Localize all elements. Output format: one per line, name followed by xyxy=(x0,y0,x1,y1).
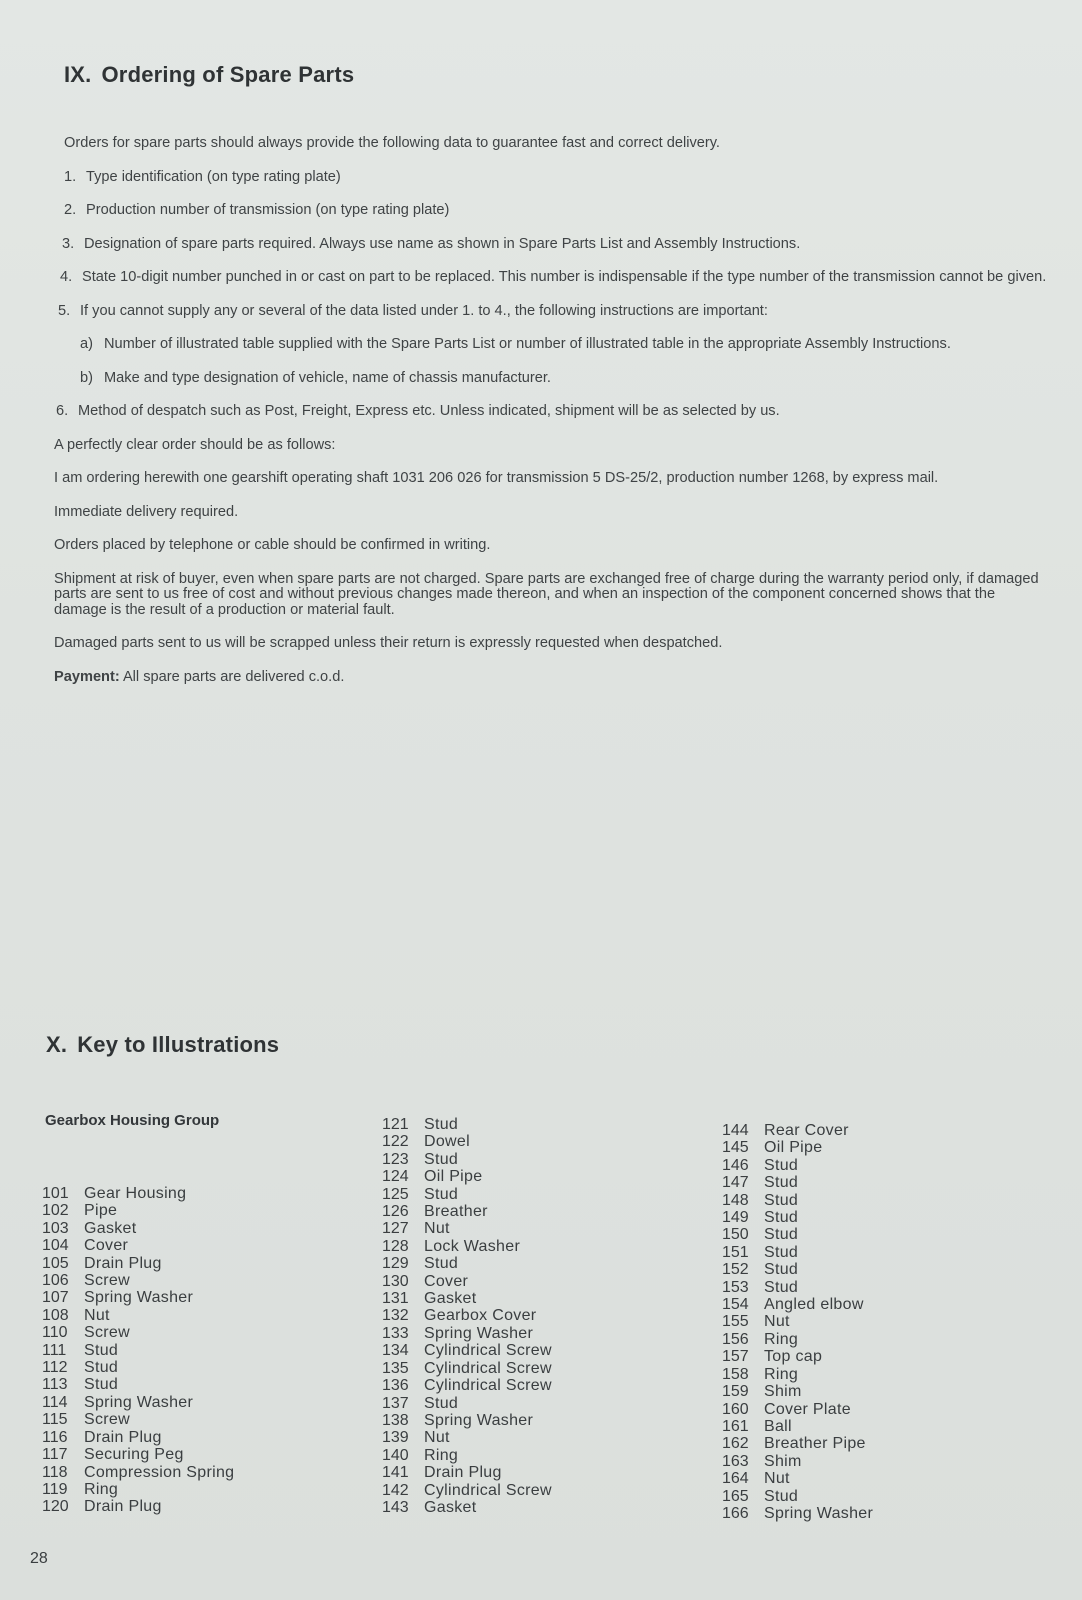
sub-list-text: Make and type designation of vehicle, name of chassis manufacturer. xyxy=(104,369,551,386)
part-number: 127 xyxy=(382,1220,409,1238)
key-row xyxy=(42,1255,234,1272)
key-row xyxy=(382,1360,552,1377)
part-name: Nut xyxy=(84,1306,110,1324)
key-row xyxy=(382,1255,552,1272)
section-heading-key xyxy=(46,1032,279,1058)
part-name: Rear Cover xyxy=(764,1122,849,1139)
key-row xyxy=(722,1331,873,1348)
part-name: Nut xyxy=(764,1313,790,1331)
immediate-delivery-note: Immediate delivery required. xyxy=(54,503,239,520)
key-row xyxy=(382,1307,552,1324)
damaged-parts-paragraph: Damaged parts sent to us will be scrapped unless their return is expressly requested when despatched. xyxy=(54,635,723,651)
part-name: Securing Peg xyxy=(84,1446,184,1464)
part-number: 146 xyxy=(722,1156,749,1174)
part-name: Stud xyxy=(84,1359,119,1377)
part-number: 156 xyxy=(722,1330,749,1348)
key-row xyxy=(722,1435,873,1452)
part-name: Cover xyxy=(424,1272,469,1290)
part-name: Spring Washer xyxy=(424,1324,534,1342)
part-number: 155 xyxy=(722,1313,749,1331)
part-name: Ball xyxy=(764,1417,792,1435)
part-number: 106 xyxy=(42,1272,69,1290)
key-row xyxy=(42,1429,234,1446)
key-row xyxy=(382,1203,552,1220)
list-text: State 10-digit number punched in or cast on part to be replaced. This number is indispensable if the type number of the transmission cannot be given. xyxy=(82,269,1047,285)
list-number: 5. xyxy=(58,302,71,319)
key-row xyxy=(722,1348,873,1365)
key-row xyxy=(722,1139,873,1156)
payment-label: Payment: xyxy=(54,668,120,685)
part-name: Dowel xyxy=(424,1133,470,1151)
key-row xyxy=(382,1447,552,1464)
part-name: Cylindrical Screw xyxy=(424,1359,552,1377)
list-item xyxy=(60,270,1049,286)
list-text: Designation of spare parts required. Always use name as shown in Spare Parts List and Assembly Instructions. xyxy=(84,235,801,252)
sub-list-letter: b) xyxy=(80,369,93,386)
part-name: Stud xyxy=(764,1209,799,1227)
part-number: 123 xyxy=(382,1150,409,1168)
section-title: Ordering of Spare Parts xyxy=(101,62,355,87)
key-row xyxy=(382,1377,552,1394)
section-number: IX. xyxy=(64,62,92,87)
part-number: 142 xyxy=(382,1481,409,1499)
part-name: Nut xyxy=(424,1429,450,1447)
part-number: 102 xyxy=(42,1202,69,1220)
part-number: 135 xyxy=(382,1359,409,1377)
part-name: Stud xyxy=(764,1156,799,1174)
key-row xyxy=(382,1116,552,1133)
part-name: Oil Pipe xyxy=(424,1168,483,1186)
list-number: 6. xyxy=(56,403,69,419)
key-row xyxy=(382,1168,552,1185)
part-name: Nut xyxy=(424,1220,450,1238)
part-name: Gearbox Cover xyxy=(424,1307,537,1325)
part-number: 133 xyxy=(382,1324,409,1342)
key-row xyxy=(382,1220,552,1237)
part-number: 149 xyxy=(722,1209,749,1227)
part-number: 145 xyxy=(722,1139,749,1157)
sub-list-text: Number of illustrated table supplied with the Spare Parts List or number of illustrated table in the appropriate Assembly Instructions. xyxy=(104,336,951,352)
part-number: 110 xyxy=(42,1324,68,1342)
part-name: Drain Plug xyxy=(84,1254,162,1272)
list-item xyxy=(56,404,1049,420)
part-number: 101 xyxy=(42,1185,69,1202)
part-name: Cover xyxy=(84,1237,129,1255)
key-row xyxy=(722,1313,873,1330)
part-number: 120 xyxy=(42,1498,69,1516)
list-text: Production number of transmission (on type rating plate) xyxy=(86,202,450,218)
part-number: 115 xyxy=(42,1411,68,1429)
sub-list-letter: a) xyxy=(80,336,93,352)
key-column-1 xyxy=(42,1185,234,1516)
part-name: Breather Pipe xyxy=(764,1435,866,1453)
part-number: 121 xyxy=(382,1116,409,1133)
part-number: 159 xyxy=(722,1383,749,1401)
part-name: Shim xyxy=(764,1383,802,1401)
key-row xyxy=(382,1429,552,1446)
part-number: 151 xyxy=(722,1243,749,1261)
intro-paragraph: Orders for spare parts should always provide the following data to guarantee fast and correct delivery. xyxy=(64,135,720,151)
shipment-paragraph: Shipment at risk of buyer, even when spare parts are not charged. Spare parts are exchanged free of charge during the warranty period only, if damaged parts are sent to us free of cost and without previous changes made thereon, and when an inspection of the component concerned shows that the damage is the result of a production or material fault. xyxy=(54,570,1039,618)
key-row xyxy=(722,1157,873,1174)
part-name: Gasket xyxy=(84,1219,137,1237)
key-row xyxy=(722,1244,873,1261)
part-name: Compression Spring xyxy=(84,1463,235,1481)
part-number: 112 xyxy=(42,1359,68,1377)
key-row xyxy=(382,1151,552,1168)
key-row xyxy=(42,1289,234,1306)
key-row xyxy=(722,1383,873,1400)
part-number: 157 xyxy=(722,1348,749,1366)
group-label: Gearbox Housing Group xyxy=(45,1112,220,1129)
key-row xyxy=(722,1418,873,1435)
part-name: Ring xyxy=(764,1365,799,1383)
key-row xyxy=(382,1342,552,1359)
key-row xyxy=(722,1192,873,1209)
part-name: Gear Housing xyxy=(84,1185,187,1202)
list-text: Type identification (on type rating plate) xyxy=(86,168,341,185)
part-number: 119 xyxy=(42,1480,68,1498)
part-number: 161 xyxy=(722,1417,749,1435)
part-number: 160 xyxy=(722,1400,749,1418)
part-name: Stud xyxy=(764,1226,799,1244)
part-number: 153 xyxy=(722,1278,749,1296)
part-number: 103 xyxy=(42,1219,69,1237)
list-text: Method of despatch such as Post, Freight, Express etc. Unless indicated, shipment will be as selected by us. xyxy=(78,403,780,419)
list-number: 1. xyxy=(64,168,77,185)
telephone-orders-note: Orders placed by telephone or cable should be confirmed in writing. xyxy=(54,537,491,553)
list-number: 3. xyxy=(62,235,75,252)
key-row xyxy=(722,1470,873,1487)
part-number: 165 xyxy=(722,1487,749,1505)
part-name: Ring xyxy=(764,1330,799,1348)
part-name: Stud xyxy=(84,1376,119,1394)
part-name: Stud xyxy=(764,1278,799,1296)
ordering-instructions xyxy=(54,136,1049,703)
part-number: 126 xyxy=(382,1203,409,1221)
section-number: X. xyxy=(46,1032,68,1057)
key-row xyxy=(382,1273,552,1290)
part-number: 118 xyxy=(42,1463,68,1481)
part-number: 114 xyxy=(42,1393,68,1411)
part-number: 163 xyxy=(722,1452,749,1470)
key-row xyxy=(42,1498,234,1515)
key-row xyxy=(382,1482,552,1499)
part-name: Screw xyxy=(84,1324,130,1342)
part-number: 129 xyxy=(382,1255,409,1273)
key-row xyxy=(42,1307,234,1324)
part-name: Stud xyxy=(764,1191,799,1209)
part-number: 138 xyxy=(382,1411,409,1429)
part-number: 108 xyxy=(42,1306,69,1324)
part-number: 113 xyxy=(42,1376,68,1394)
key-row xyxy=(382,1238,552,1255)
key-column-2 xyxy=(382,1116,552,1516)
part-number: 105 xyxy=(42,1254,69,1272)
key-row xyxy=(42,1342,234,1359)
part-number: 166 xyxy=(722,1504,749,1522)
part-name: Stud xyxy=(424,1116,459,1133)
part-name: Angled elbow xyxy=(764,1296,864,1314)
part-number: 132 xyxy=(382,1307,409,1325)
part-name: Spring Washer xyxy=(84,1289,194,1307)
part-number: 134 xyxy=(382,1342,409,1360)
part-name: Spring Washer xyxy=(84,1393,194,1411)
part-name: Stud xyxy=(84,1341,119,1359)
key-row xyxy=(722,1505,873,1522)
part-name: Gasket xyxy=(424,1498,477,1516)
key-row xyxy=(42,1481,234,1498)
part-name: Ring xyxy=(424,1446,459,1464)
part-name: Stud xyxy=(424,1394,459,1412)
part-name: Stud xyxy=(764,1243,799,1261)
list-number: 4. xyxy=(60,269,73,285)
key-row xyxy=(722,1279,873,1296)
key-row xyxy=(42,1185,234,1202)
key-row xyxy=(42,1324,234,1341)
part-number: 125 xyxy=(382,1185,409,1203)
payment-paragraph xyxy=(54,670,1049,686)
key-row xyxy=(382,1395,552,1412)
key-row xyxy=(42,1272,234,1289)
key-row xyxy=(42,1394,234,1411)
list-text: If you cannot supply any or several of the data listed under 1. to 4., the following instructions are important: xyxy=(80,302,768,319)
key-row xyxy=(722,1401,873,1418)
part-name: Oil Pipe xyxy=(764,1139,823,1157)
part-name: Stud xyxy=(764,1261,799,1279)
part-name: Shim xyxy=(764,1452,802,1470)
list-item xyxy=(64,203,1049,219)
part-number: 136 xyxy=(382,1377,409,1395)
part-name: Breather xyxy=(424,1203,488,1221)
payment-text: All spare parts are delivered c.o.d. xyxy=(122,668,345,685)
part-number: 148 xyxy=(722,1191,749,1209)
part-number: 124 xyxy=(382,1168,409,1186)
example-order: I am ordering herewith one gearshift operating shaft 1031 206 026 for transmission 5 DS-25/2, production number 1268, by express mail. xyxy=(54,470,939,486)
part-name: Drain Plug xyxy=(424,1464,502,1482)
key-row xyxy=(42,1237,234,1254)
part-name: Screw xyxy=(84,1272,130,1290)
part-name: Cover Plate xyxy=(764,1400,851,1418)
key-row xyxy=(722,1488,873,1505)
part-number: 140 xyxy=(382,1446,409,1464)
part-number: 116 xyxy=(42,1428,68,1446)
key-row xyxy=(42,1411,234,1428)
key-row xyxy=(382,1412,552,1429)
key-row xyxy=(42,1202,234,1219)
sub-list-item xyxy=(80,371,1049,387)
part-name: Stud xyxy=(424,1185,459,1203)
key-row xyxy=(42,1464,234,1481)
part-name: Cylindrical Screw xyxy=(424,1342,552,1360)
key-row xyxy=(382,1133,552,1150)
page-number: 28 xyxy=(30,1550,48,1567)
key-row xyxy=(42,1220,234,1237)
key-row xyxy=(42,1376,234,1393)
part-number: 128 xyxy=(382,1237,409,1255)
part-name: Spring Washer xyxy=(424,1411,534,1429)
part-name: Lock Washer xyxy=(424,1237,521,1255)
example-intro: A perfectly clear order should be as follows: xyxy=(54,436,336,453)
part-number: 152 xyxy=(722,1261,749,1279)
list-item xyxy=(62,237,1049,253)
key-row xyxy=(722,1261,873,1278)
part-number: 154 xyxy=(722,1296,749,1314)
part-number: 150 xyxy=(722,1226,749,1244)
part-number: 141 xyxy=(382,1464,409,1482)
part-name: Pipe xyxy=(84,1202,118,1220)
part-number: 147 xyxy=(722,1174,749,1192)
list-item xyxy=(58,304,1049,320)
sub-list-item xyxy=(80,337,1049,353)
key-row xyxy=(42,1446,234,1463)
part-name: Drain Plug xyxy=(84,1428,162,1446)
part-number: 122 xyxy=(382,1133,409,1151)
part-name: Nut xyxy=(764,1470,790,1488)
key-row xyxy=(722,1122,873,1139)
key-row xyxy=(722,1366,873,1383)
part-number: 158 xyxy=(722,1365,749,1383)
part-number: 111 xyxy=(42,1341,67,1359)
key-row xyxy=(382,1499,552,1516)
part-name: Ring xyxy=(84,1480,119,1498)
part-number: 164 xyxy=(722,1470,749,1488)
key-row xyxy=(722,1174,873,1191)
key-row xyxy=(722,1296,873,1313)
part-number: 131 xyxy=(382,1290,409,1308)
part-number: 130 xyxy=(382,1272,409,1290)
part-name: Stud xyxy=(764,1174,799,1192)
section-title: Key to Illustrations xyxy=(77,1032,280,1057)
part-number: 137 xyxy=(382,1394,409,1412)
section-heading-ordering xyxy=(64,62,354,88)
part-number: 117 xyxy=(42,1446,68,1464)
part-name: Spring Washer xyxy=(764,1504,874,1522)
part-name: Top cap xyxy=(764,1348,823,1366)
part-name: Gasket xyxy=(424,1290,477,1308)
key-row xyxy=(382,1290,552,1307)
key-row xyxy=(382,1464,552,1481)
key-column-3 xyxy=(722,1122,873,1522)
part-number: 143 xyxy=(382,1498,409,1516)
part-name: Drain Plug xyxy=(84,1498,162,1516)
part-number: 162 xyxy=(722,1435,749,1453)
key-row xyxy=(722,1453,873,1470)
part-number: 107 xyxy=(42,1289,69,1307)
part-name: Cylindrical Screw xyxy=(424,1481,552,1499)
part-number: 139 xyxy=(382,1429,409,1447)
part-name: Stud xyxy=(424,1255,459,1273)
part-number: 104 xyxy=(42,1237,69,1255)
key-row xyxy=(382,1186,552,1203)
part-name: Stud xyxy=(764,1487,799,1505)
key-row xyxy=(382,1325,552,1342)
list-number: 2. xyxy=(64,202,77,218)
part-name: Cylindrical Screw xyxy=(424,1377,552,1395)
part-name: Stud xyxy=(424,1150,459,1168)
part-number: 144 xyxy=(722,1122,749,1139)
part-name: Screw xyxy=(84,1411,130,1429)
key-row xyxy=(722,1209,873,1226)
key-row xyxy=(42,1359,234,1376)
key-row xyxy=(722,1226,873,1243)
list-item xyxy=(64,170,1049,186)
